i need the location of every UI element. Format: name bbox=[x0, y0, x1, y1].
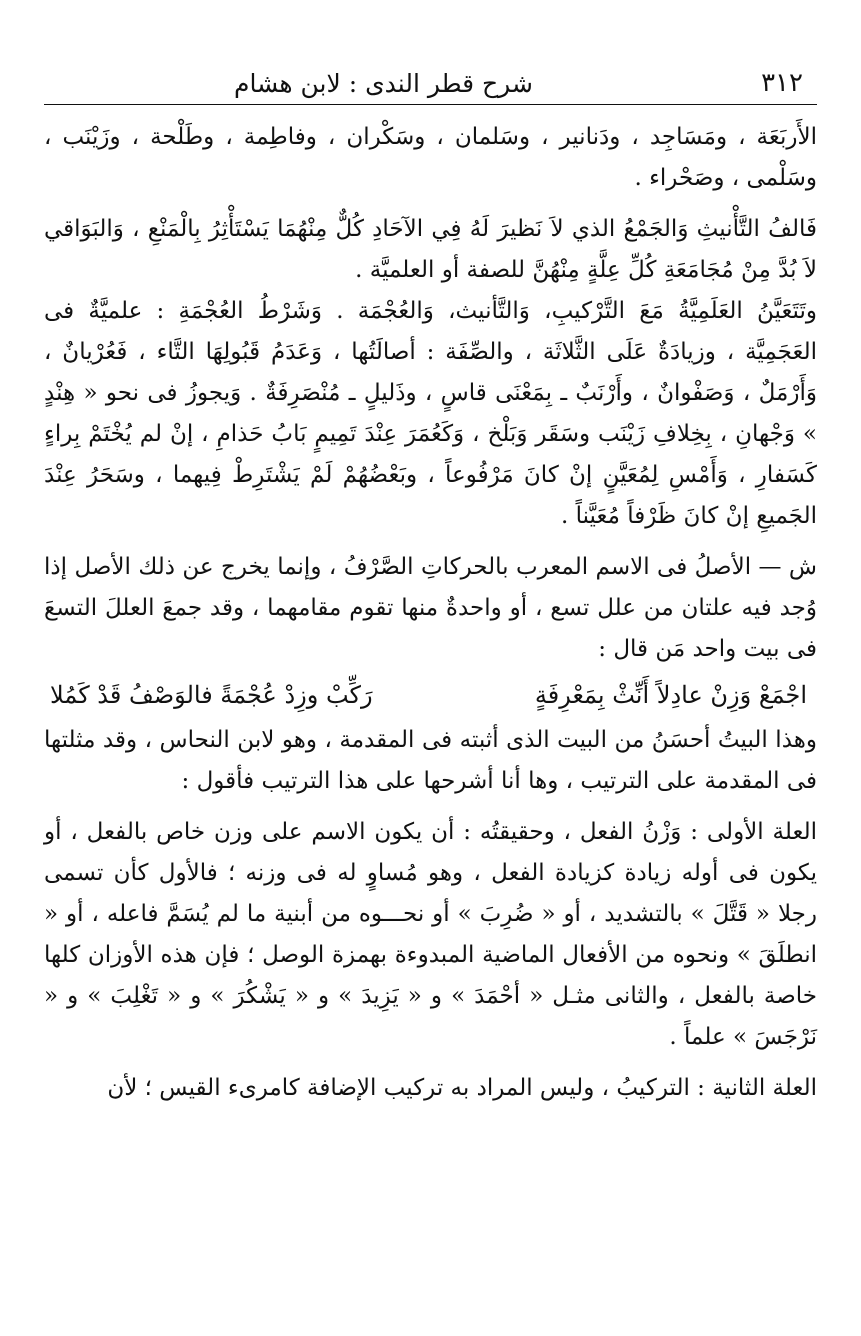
paragraph-word-list: الأَربَعَة ، ومَسَاجِد ، ودَنانير ، وسَلمان ، وسَكْران ، وفاطِمة ، وطَلْحة ، وزَيْنَب ، وسَلْمى ، وصَحْراء . bbox=[44, 124, 817, 191]
paragraph-first-cause: العلة الأولى : وَزْنُ الفعل ، وحقيقتُه : أن يكون الاسم على وزن خاص بالفعل ، أو يكون فى أوله زيادة كزيادة الفعل ، وهو مُساوٍ له فى وزنه ؛ فالأول كأن تسمى رجلا « قَتَّلَ » بالتشديد ، أو « ضُرِبَ » أو نحـــوه من أبنية ما لم يُسَمَّ فاعله ، أو « انطلَقَ » ونحوه من الأفعال الماضية المبدوءة بهمزة الوصل ؛ فإن هذه الأوزان كلها خاصة بالفعل ، والثانى مثـل « أحْمَدَ » و « يَزِيدَ » و « يَشْكُرَ » و « تَغْلِبَ » و « نَرْجَسَ » علماً . bbox=[44, 819, 817, 1050]
paragraph-conditions: وتَتَعَيَّنُ العَلَمِيَّةُ مَعَ التَّرْكيبِ، وَالتَّأنيث، وَالعُجْمَة . وَشَرْطُ العُجْمَةِ : علميَّةٌ فى العَجَمِيَّة ، وزيادَةٌ عَلَى الثَّلاثَة ، والصِّفَة : أصالَتُها ، وَعَدَمُ قَبُولِهَا التَّاء ، فَعُرْيانٌ ، وَأَرْمَلٌ ، وَصَفْوانٌ ، وأَرْنَبٌ ـ بِمَعْنَى قاسٍ ، وذَليلٍ ـ مُنْصَرِفَةٌ . وَيجوزُ فى نحو « هِنْدٍ » وَجْهانِ ، بِخِلافِ زَيْنَب وسَقَر وَبَلْخ ، وَكَعُمَرَ عِنْدَ تَمِيمٍ بَابُ حَذامِ ، إنْ لم يُخْتَمْ بِراءٍ كَسَفارِ ، وَأَمْسِ لِمُعَيَّنٍ إنْ كانَ مَرْفُوعاً ، وبَعْضُهُمْ لَمْ يَشْتَرِطْ فِيهما ، وسَحَرُ عِنْدَ الجَميعِ إنْ كانَ ظَرْفاً مُعَيَّناً . bbox=[44, 298, 817, 529]
paragraph-verse-note: وهذا البيتُ أحسَنُ من البيت الذى أثبته فى المقدمة ، وهو لابن النحاس ، وقد مثلتها فى المقدمة على الترتيب ، وها أنا أشرحها على هذا الترتيب فأقول : bbox=[44, 727, 817, 794]
poetry-verse bbox=[44, 670, 817, 720]
paragraph-second-cause: العلة الثانية : التركيبُ ، وليس المراد به تركيب الإضافة كامرىء القيس ؛ لأن bbox=[107, 1075, 817, 1101]
verse-first-hemistich: اجْمَعْ وَزِنْ عادِلاً أَنِّثْ بِمَعْرِفَةٍ bbox=[534, 681, 807, 709]
paragraph-commentary: ش — الأصلُ فى الاسم المعرب بالحركاتِ الصَّرْفُ ، وإنما يخرج عن ذلك الأصل إذا وُجد فيه علتان من علل تسع ، أو واحدةٌ منها تقوم مقامهما ، وقد جمعَ العللَ التسعَ فى بيت واحد مَن قال : bbox=[44, 554, 817, 662]
page-header bbox=[44, 68, 817, 105]
paragraph-feminine-plural: فَالفُ التَّأْنيثِ وَالجَمْعُ الذي لاَ نَظيرَ لَهُ فِي الآحَادِ كُلٌّ مِنْهُمَا يَسْتَأْثِرُ بِالْمَنْعِ ، وَالبَوَاقي لاَ بُدَّ مِنْ مُجَامَعَةِ كُلِّ عِلَّةٍ مِنْهُنَّ للصفة أو العلميَّة . bbox=[44, 216, 817, 283]
running-title: شرح قطر الندى : لابن هشام bbox=[234, 69, 533, 98]
verse-second-hemistich: رَكِّبْ وزِدْ عُجْمَةً فالوَصْفُ قَدْ كَمُلا bbox=[50, 681, 373, 709]
page-body bbox=[44, 117, 817, 1109]
page-number: ٣١٢ bbox=[761, 68, 803, 98]
